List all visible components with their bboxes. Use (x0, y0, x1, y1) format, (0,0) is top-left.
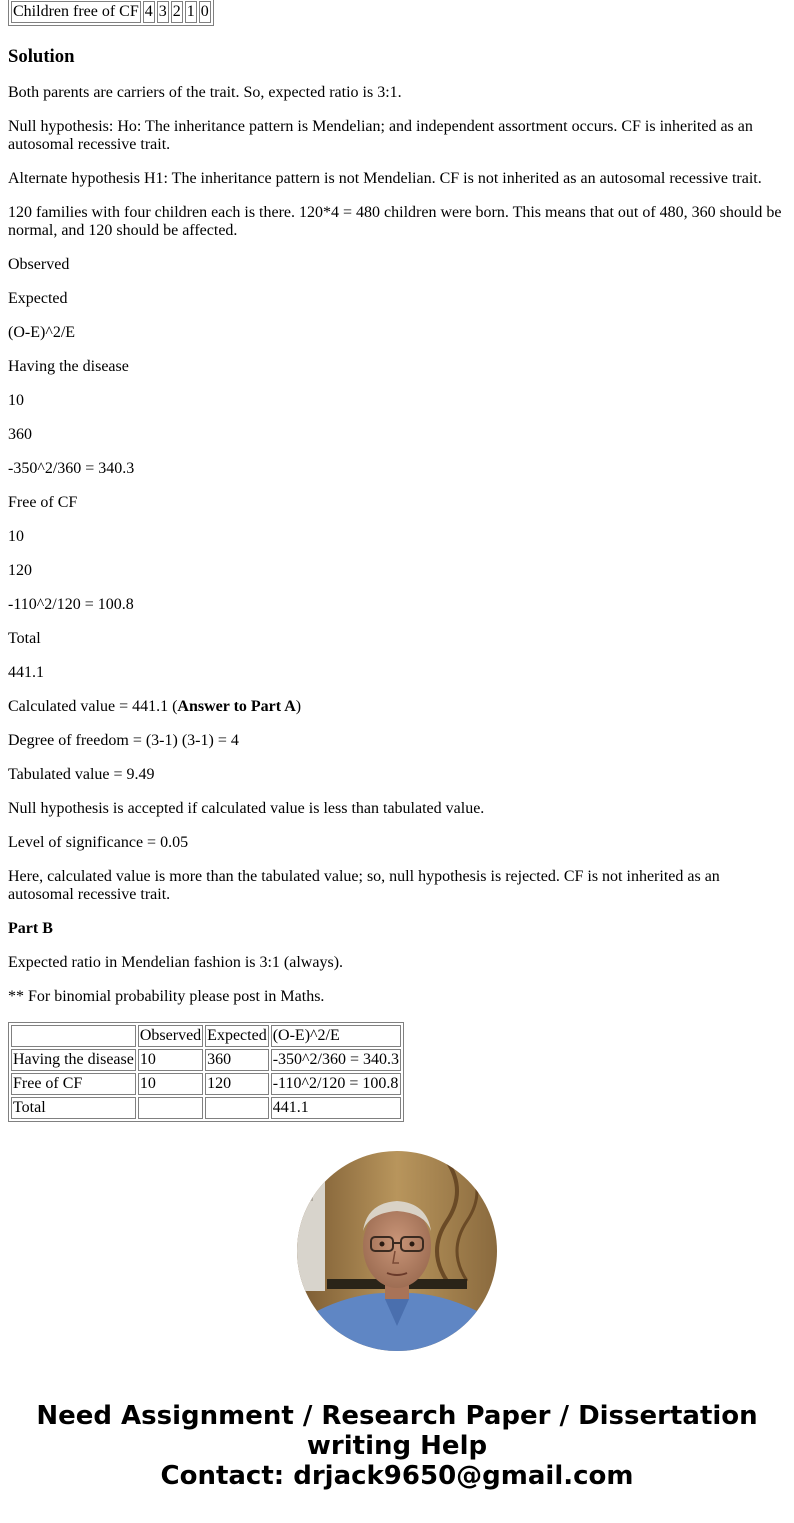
calculated-value-line (8, 698, 786, 716)
list-item: -350^2/360 = 340.3 (8, 460, 135, 477)
banner-line-1: Need Assignment / Research Paper / Dissertation (36, 1401, 758, 1431)
table-cell (205, 1097, 269, 1119)
table-row (11, 1073, 401, 1095)
help-banner (0, 1401, 794, 1491)
table-cell: -350^2/360 = 340.3 (271, 1049, 401, 1071)
chi-square-table (8, 1022, 404, 1122)
degree-of-freedom: Degree of freedom = (3-1) (3-1) = 4 (8, 732, 239, 749)
list-item: 10 (8, 528, 24, 545)
solution-heading: Solution (8, 46, 75, 67)
paragraph-null-hypothesis: Null hypothesis: Ho: The inheritance pattern is Mendelian; and independent assortment occurs. CF is inherited as an autosomal recessive trait. (8, 118, 753, 153)
banner-contact: Contact: drjack9650@gmail.com (160, 1461, 634, 1491)
table-cell: 2 (171, 1, 183, 23)
list-item: (O-E)^2/E (8, 324, 76, 341)
answer-part-a: Answer to Part A (177, 698, 296, 715)
table-cell-label: Children free of CF (11, 1, 141, 23)
list-item: Expected (8, 290, 68, 307)
part-b-heading (8, 920, 786, 938)
list-item: Total (8, 630, 41, 647)
table-header-cell: Expected (205, 1025, 269, 1047)
table-row (11, 1, 211, 23)
table-cell: 0 (199, 1, 211, 23)
tabulated-value: Tabulated value = 9.49 (8, 766, 155, 783)
table-cell: Free of CF (11, 1073, 136, 1095)
table-cell: 3 (157, 1, 169, 23)
table-cell: 10 (138, 1073, 203, 1095)
table-header-row (11, 1025, 401, 1047)
table-header-cell: (O-E)^2/E (271, 1025, 401, 1047)
list-item: 360 (8, 426, 32, 443)
null-accept-rule: Null hypothesis is accepted if calculated value is less than tabulated value. (8, 800, 485, 817)
list-item: Free of CF (8, 494, 78, 511)
binomial-note: ** For binomial probability please post in Maths. (8, 988, 325, 1005)
paragraph-parents: Both parents are carriers of the trait. So, expected ratio is 3:1. (8, 84, 402, 101)
part-b-heading-text: Part B (8, 920, 53, 937)
table-cell: 10 (138, 1049, 203, 1071)
table-cell (138, 1097, 203, 1119)
list-item: -110^2/120 = 100.8 (8, 596, 134, 613)
table-cell: 4 (143, 1, 155, 23)
paragraph-alternate-hypothesis: Alternate hypothesis H1: The inheritance pattern is not Mendelian. CF is not inherited as an autosomal recessive trait. (8, 170, 762, 187)
table-cell: -110^2/120 = 100.8 (271, 1073, 401, 1095)
table-row (11, 1049, 401, 1071)
table-cell: Total (11, 1097, 136, 1119)
avatar-portrait (297, 1151, 497, 1351)
level-of-significance: Level of significance = 0.05 (8, 834, 189, 851)
children-free-table (8, 0, 214, 26)
table-cell: 120 (205, 1073, 269, 1095)
list-item: Observed (8, 256, 70, 273)
calculated-suffix: ) (295, 698, 302, 715)
list-item: 120 (8, 562, 32, 579)
table-cell: 441.1 (271, 1097, 401, 1119)
avatar (297, 1151, 497, 1351)
table-cell: 1 (185, 1, 197, 23)
list-item: Having the disease (8, 358, 129, 375)
table-row (11, 1097, 401, 1119)
conclusion: Here, calculated value is more than the tabulated value; so, null hypothesis is rejected. CF is not inherited as an autosomal recessive trait. (8, 868, 720, 903)
table-cell: Having the disease (11, 1049, 136, 1071)
table-header-cell: Observed (138, 1025, 203, 1047)
paragraph-families: 120 families with four children each is there. 120*4 = 480 children were born. This means that out of 480, 360 should be normal, and 120 should be affected. (8, 204, 782, 239)
list-item: 10 (8, 392, 24, 409)
table-header-cell (11, 1025, 136, 1047)
table-cell: 360 (205, 1049, 269, 1071)
list-item: 441.1 (8, 664, 44, 681)
banner-line-2: writing Help (306, 1431, 488, 1461)
calculated-prefix: Calculated value = 441.1 ( (8, 698, 178, 715)
expected-ratio: Expected ratio in Mendelian fashion is 3:1 (always). (8, 954, 344, 971)
